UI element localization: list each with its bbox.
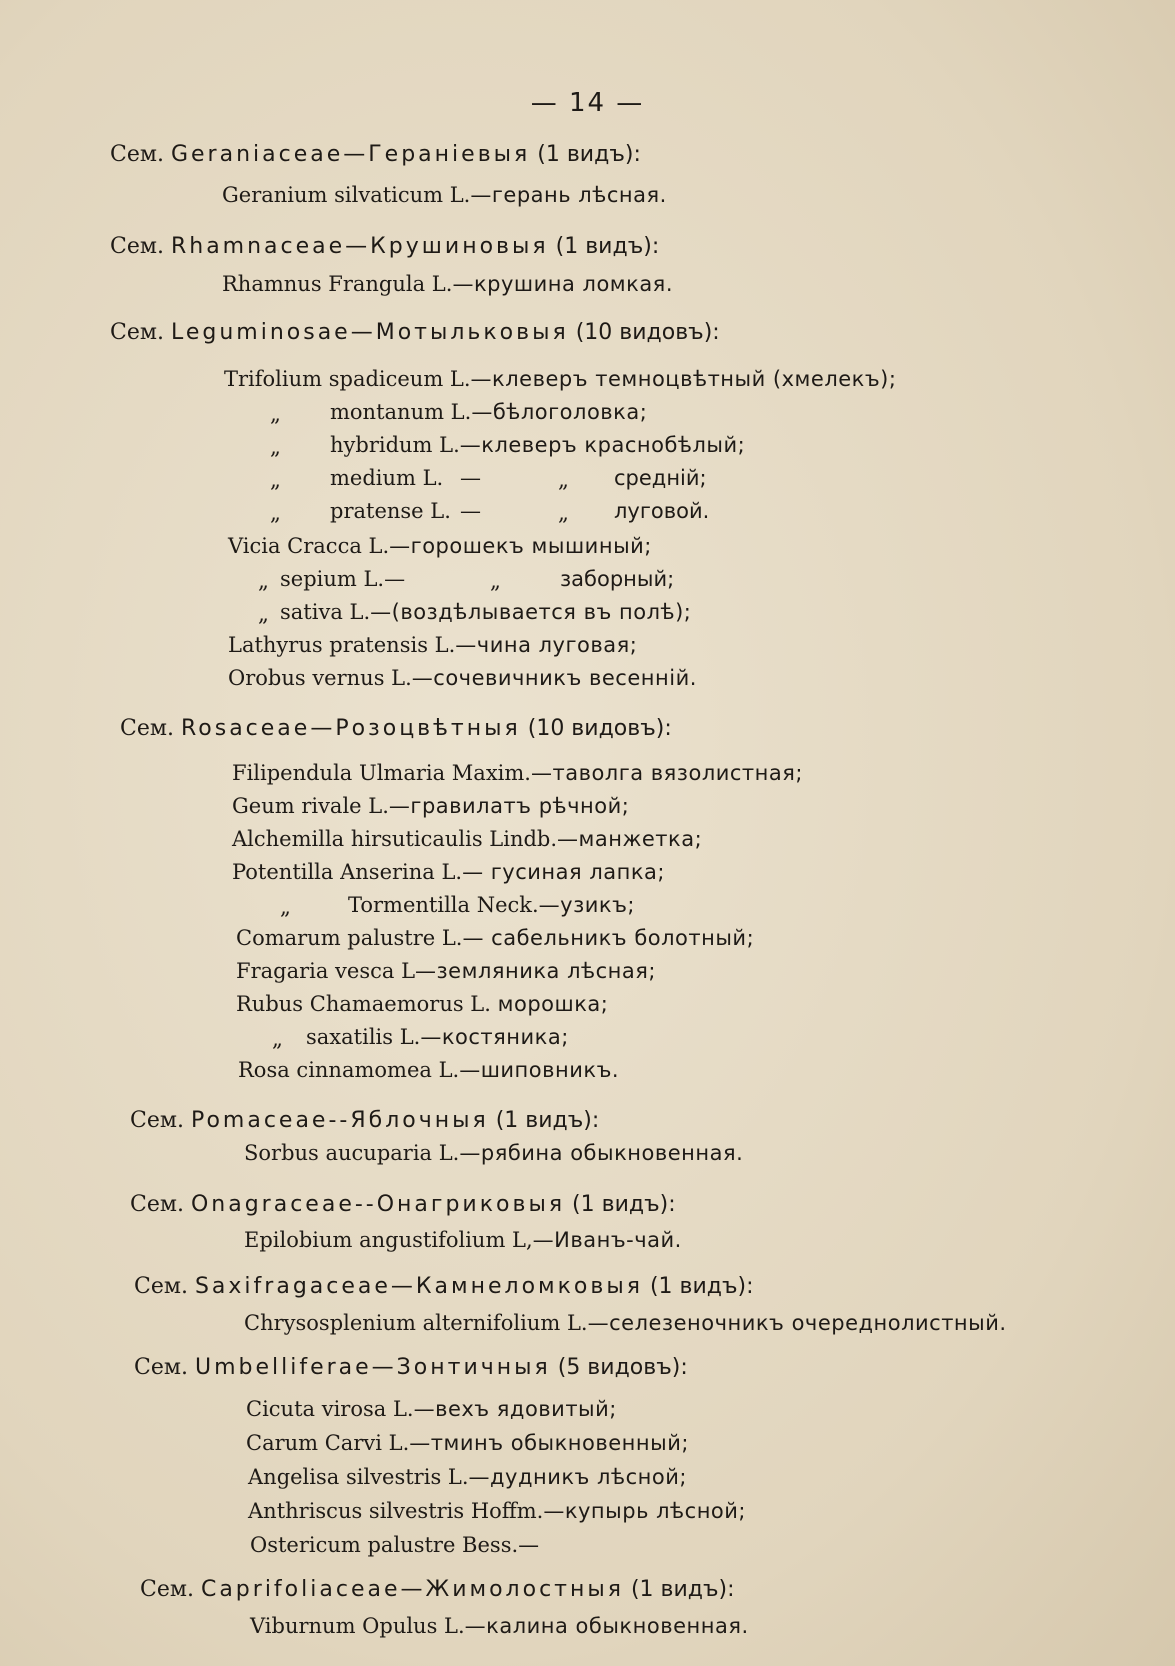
family-heading [110,234,659,259]
species-entry [228,633,637,657]
species-common-name: —дудникъ лѣсной; [468,1465,687,1489]
species-common-name: —(воздѣлывается въ полѣ); [370,600,692,624]
family-heading [120,716,672,741]
species-latin-name: Cicuta virosa L. [246,1397,414,1421]
species-entry [348,893,635,917]
species-latin-name: sativa L. [280,600,371,624]
species-latin-name: Orobus vernus L. [228,666,412,690]
species-entry [232,827,702,851]
ditto-mark: „ [558,501,569,525]
family-heading [130,1108,599,1133]
family-prefix: Сем. [120,716,174,741]
ditto-mark: „ [270,468,281,492]
family-name: Umbelliferae—Зонтичныя [194,1355,551,1380]
species-common-name: заборный; [560,567,675,591]
dash: — [460,499,481,523]
species-latin-name: hybridum L. [330,433,460,457]
species-latin-name: Potentilla Anserina L. [232,860,463,884]
species-entry [224,367,896,391]
ditto-mark: „ [258,602,269,626]
species-entry [330,499,451,523]
family-heading [130,1192,676,1217]
species-count: (1 видъ): [572,1192,676,1217]
family-name: Caprifoliaceae—Жимолостныя [200,1577,624,1602]
species-entry [238,1058,619,1082]
species-latin-name: Viburnum Opulus L. [250,1614,465,1638]
species-latin-name: Tormentilla Neck. [348,893,539,917]
species-latin-name: Rosa cinnamomea L. [238,1058,460,1082]
ditto-mark: „ [270,402,281,426]
species-entry [228,666,697,690]
species-latin-name: montanum L. [330,400,472,424]
species-latin-name: Sorbus aucuparia L. [244,1141,460,1165]
species-common-name: —манжетка; [557,827,703,851]
species-common-name: луговой. [614,499,710,523]
ditto-mark: „ [270,435,281,459]
species-entry [222,272,673,296]
species-entry [236,959,656,983]
species-common-name: —чина луговая; [455,633,638,657]
family-prefix: Сем. [140,1577,194,1602]
family-heading [110,142,641,167]
species-common-name: —купырь лѣсной; [543,1499,746,1523]
family-name: Saxifragaceae—Камнеломковыя [194,1274,643,1299]
ditto-mark: „ [558,468,569,492]
species-common-name: —рябина обыкновенная. [459,1141,744,1165]
species-entry [244,1228,682,1252]
family-prefix: Сем. [110,320,164,345]
species-common-name: —гравилатъ рѣчной; [388,794,630,818]
species-entry [228,534,652,558]
species-common-name: —Иванъ-чай. [532,1228,682,1252]
species-common-name: —сочевичникъ весенній. [411,666,697,690]
species-latin-name: Rubus Chamaemorus L. [236,992,491,1016]
species-common-name: —герань лѣсная. [470,183,667,207]
species-entry [222,183,667,207]
species-common-name: —вехъ ядовитый; [413,1397,617,1421]
species-count: (1 видъ): [495,1108,600,1133]
species-common-name: —крушина ломкая. [452,272,673,296]
species-latin-name: saxatilis L. [306,1025,421,1049]
species-count: (1 видъ): [649,1274,754,1299]
family-name: Leguminosae—Мотыльковыя [170,320,569,345]
species-common-name: средній; [614,466,707,490]
species-entry [246,1397,617,1421]
species-latin-name: medium L. [330,466,444,490]
family-prefix: Сем. [110,234,164,259]
species-common-name: —бѣлоголовка; [471,400,648,424]
species-entry [280,600,691,624]
species-latin-name: Geranium silvaticum L. [222,183,471,207]
ditto-mark: „ [272,1027,283,1051]
ditto-mark: „ [490,569,501,593]
species-entry [280,567,405,591]
species-common-name: —тминъ обыкновенный; [409,1431,689,1455]
species-latin-name: Comarum palustre L. [236,926,463,950]
species-common-name: —горошекъ мышиный; [389,534,652,558]
species-common-name: —узикъ; [538,893,636,917]
species-entry [232,860,665,884]
species-common-name: —клеверъ темноцвѣтный (хмелекъ); [470,367,897,391]
species-latin-name: Geum rivale L. [232,794,389,818]
species-count: (5 видовъ): [557,1355,688,1380]
species-entry [232,761,803,785]
family-prefix: Сем. [134,1274,188,1299]
species-common-name: — гусиная лапка; [462,860,665,884]
family-heading [140,1577,735,1602]
species-common-name: —клеверъ краснобѣлый; [459,433,746,457]
species-latin-name: Chrysosplenium alternifolium L. [244,1311,588,1335]
species-common-name: —земляника лѣсная; [415,959,656,983]
species-entry [248,1465,687,1489]
ditto-mark: „ [280,895,291,919]
family-name: Pomaceae--Яблочныя [190,1108,489,1133]
species-common-name: —таволга вязолистная; [530,761,803,785]
species-common-name: морошка; [497,992,609,1016]
species-entry [232,794,629,818]
family-name: Onagraceae--Онагриковыя [190,1192,566,1217]
family-name: Rhamnaceae—Крушиновыя [170,234,549,259]
family-prefix: Сем. [110,142,164,167]
family-heading [134,1274,754,1299]
species-latin-name: Lathyrus pratensis L. [228,633,456,657]
species-latin-name: Anthriscus silvestris Hoffm. [248,1499,544,1523]
species-count: (1 видъ): [630,1577,735,1602]
species-entry [248,1499,746,1523]
species-latin-name: pratense L. [330,499,451,523]
species-latin-name: Rhamnus Frangula L. [222,272,453,296]
species-entry [246,1431,689,1455]
ditto-mark: „ [258,569,269,593]
species-latin-name: Trifolium spadiceum L. [224,367,471,391]
species-count: (1 видъ): [537,142,641,167]
family-prefix: Сем. [130,1108,184,1133]
species-common-name: —селезеночникъ очереднолистный. [587,1311,1007,1335]
species-common-name: — сабельникъ болотный; [462,926,755,950]
species-common-name: —костяника; [420,1025,569,1049]
species-latin-name: sepium L.— [280,567,406,591]
family-prefix: Сем. [134,1355,188,1380]
family-heading [134,1355,688,1380]
species-entry [330,466,443,490]
species-count: (10 видовъ): [527,716,672,741]
family-prefix: Сем. [130,1192,184,1217]
species-count: (1 видъ): [555,234,660,259]
ditto-mark: „ [270,501,281,525]
species-entry [306,1025,569,1049]
species-entry [330,433,745,457]
species-common-name: —шиповникъ. [459,1058,620,1082]
species-latin-name: Fragaria vesca L [236,959,416,983]
species-entry [244,1311,1007,1335]
family-name: Rosaceae—Розоцвѣтныя [180,716,521,741]
species-entry [236,992,608,1016]
species-latin-name: Alchemilla hirsuticaulis Lindb. [232,827,558,851]
dash: — [460,466,481,490]
family-heading [110,320,720,345]
species-latin-name: Filipendula Ulmaria Maxim. [232,761,531,785]
species-latin-name: Angelisa silvestris L. [248,1465,469,1489]
species-common-name: — [518,1533,540,1557]
page-number: — 14 — [530,88,645,118]
species-latin-name: Ostericum palustre Bess. [250,1533,519,1557]
species-common-name: —калина обыкновенная. [464,1614,749,1638]
species-entry [250,1614,749,1638]
species-entry [250,1533,540,1557]
species-latin-name: Carum Carvi L. [246,1431,410,1455]
species-latin-name: Vicia Cracca L. [228,534,390,558]
species-latin-name: Epilobium angustifolium L, [244,1228,533,1252]
species-entry [244,1141,743,1165]
family-name: Geraniaceae—Геранiевыя [170,142,531,167]
species-count: (10 видовъ): [575,320,720,345]
species-entry [236,926,754,950]
species-entry [330,400,647,424]
